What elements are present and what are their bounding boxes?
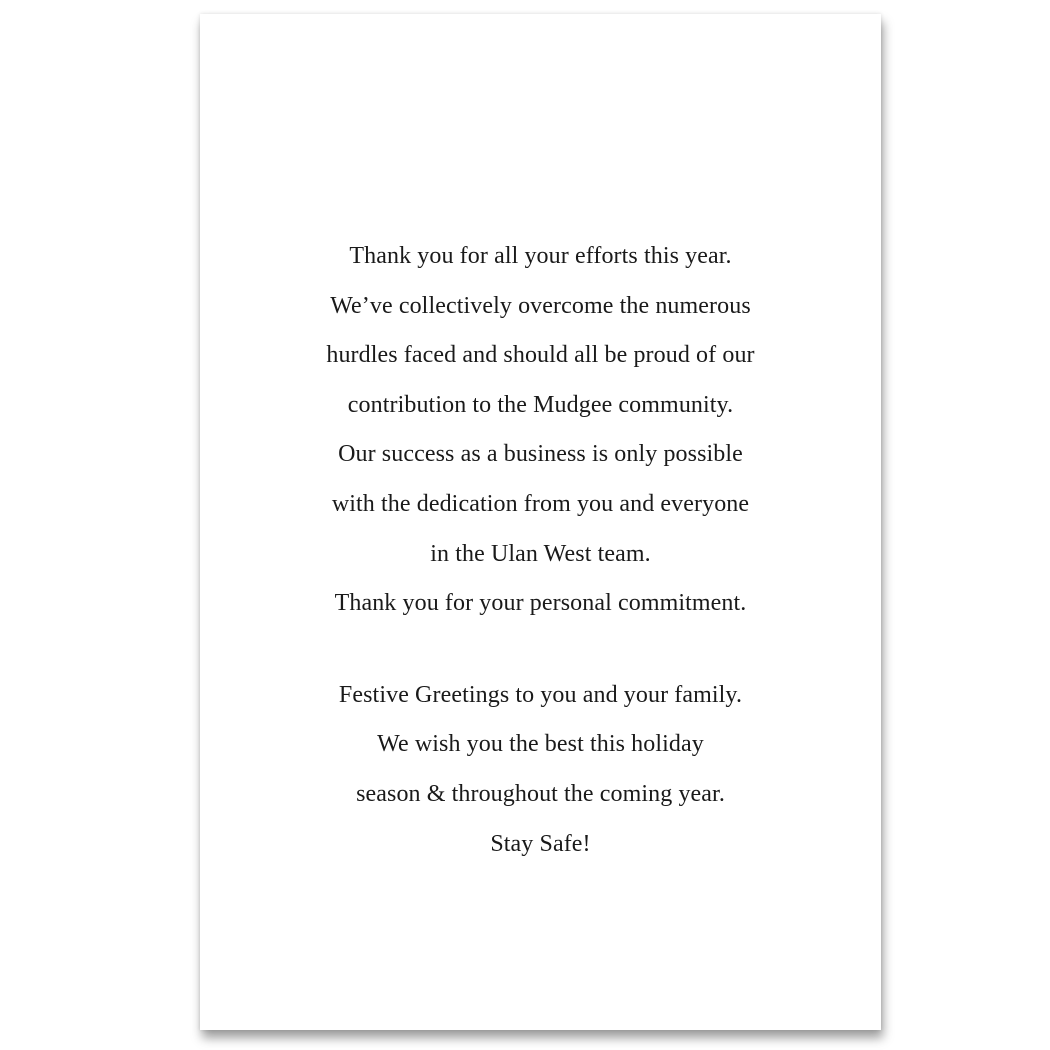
message-line: Festive Greetings to you and your family.: [338, 681, 743, 708]
sign-off-line: Stay Safe!: [490, 830, 591, 857]
paragraph-spacer: [200, 629, 881, 671]
message-line: Thank you for all your efforts this year.: [349, 243, 732, 269]
message-line: We wish you the best this holiday: [377, 731, 704, 758]
message-line: season & throughout the coming year.: [356, 780, 725, 807]
message-line: with the dedication from you and everyone: [331, 490, 750, 517]
message-line: We’ve collectively overcome the numerous: [330, 292, 751, 319]
message-line: Our success as a business is only possible: [338, 441, 743, 468]
message-line: in the Ulan West team.: [430, 540, 651, 567]
message-line: hurdles faced and should all be proud of our: [326, 342, 755, 369]
message-line: contribution to the Mudgee community.: [347, 391, 734, 418]
greeting-card: [200, 14, 881, 1030]
message-paragraph-greetings: [200, 671, 881, 869]
message-paragraph-thanks: [200, 232, 881, 629]
message-line: Thank you for your personal commitment.: [334, 590, 747, 617]
card-message: [200, 232, 881, 869]
